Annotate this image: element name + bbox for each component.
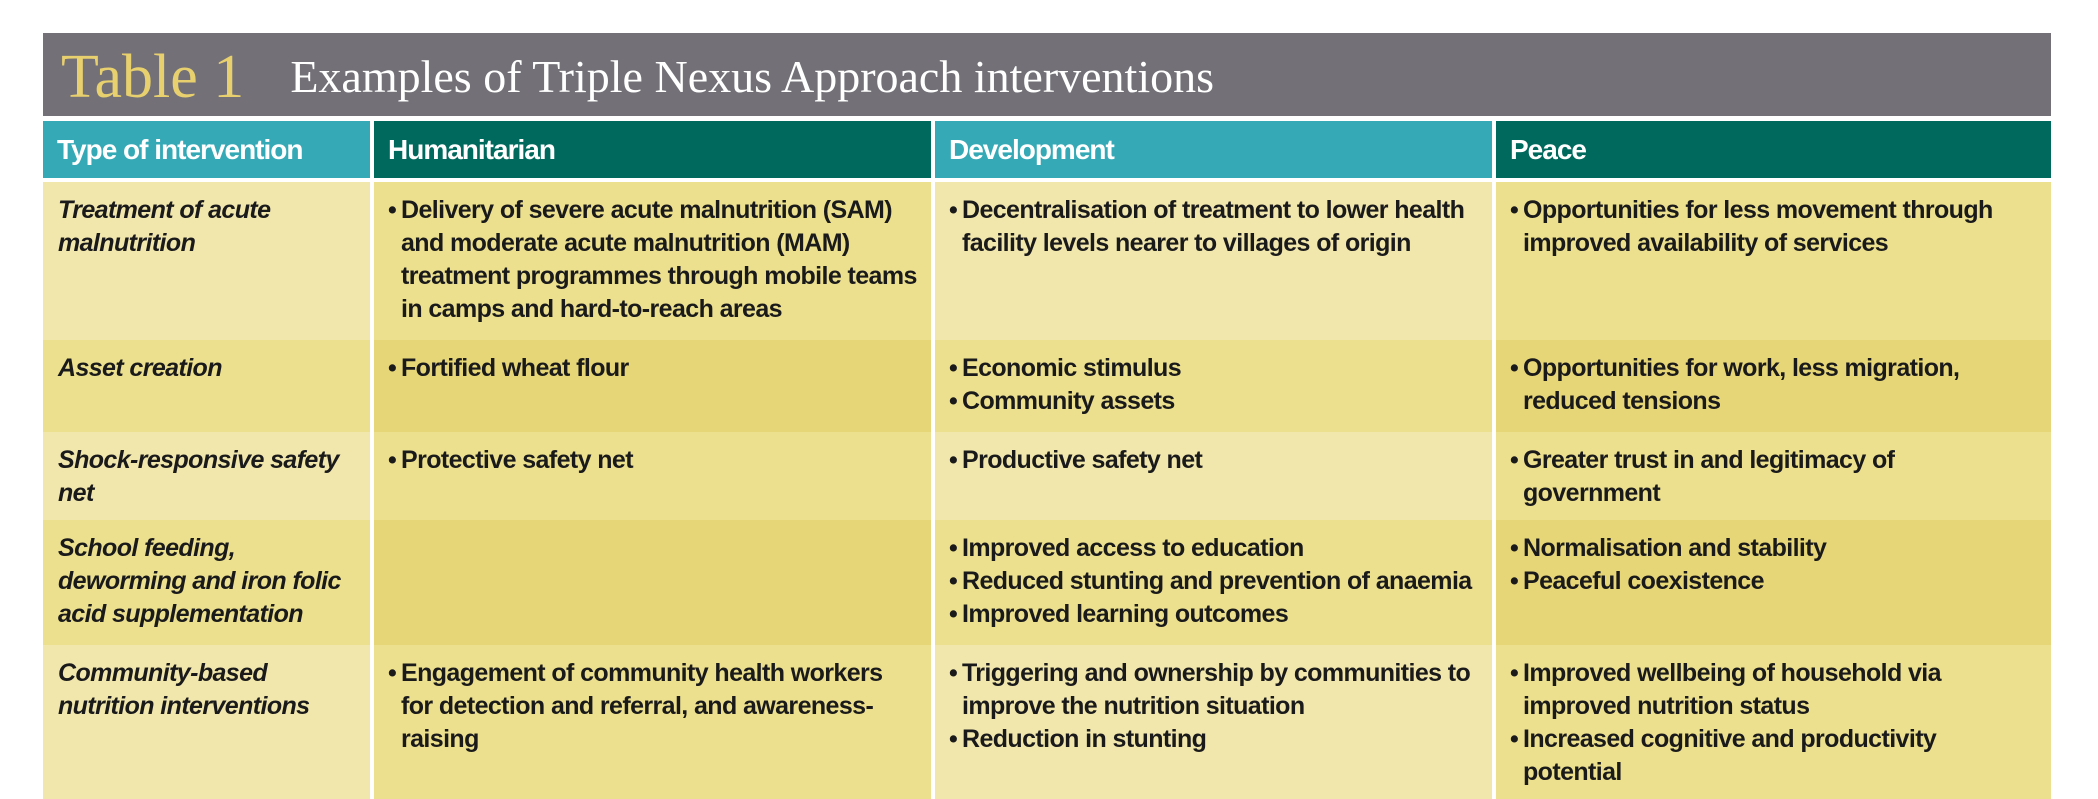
peace-cell — [1494, 180, 2051, 340]
development-cell — [933, 520, 1494, 645]
title-bar — [43, 33, 2051, 116]
development-cell — [933, 180, 1494, 340]
header-peace: Peace — [1494, 121, 2051, 180]
bullet-list — [949, 194, 1478, 260]
interventions-table — [43, 121, 2051, 799]
row-label: School feeding, deworming and iron folic acid supplementation — [43, 520, 372, 645]
bullet-list — [388, 352, 917, 385]
peace-cell — [1494, 432, 2051, 520]
list-item: • Increased cognitive and productivity potential — [1510, 723, 2037, 789]
header-type: Type of intervention — [43, 121, 372, 180]
list-item: • Opportunities for work, less migration, reduced tensions — [1510, 352, 2037, 418]
table-row — [43, 432, 2051, 520]
list-item: • Delivery of severe acute malnutrition (SAM) and moderate acute malnutrition (MAM) treatment programmes through mobile teams in camps and hard-to-reach areas — [388, 194, 917, 326]
bullet-list — [1510, 532, 2037, 598]
development-cell — [933, 340, 1494, 432]
bullet-list — [949, 352, 1478, 418]
row-label: Shock-responsive safety net — [43, 432, 372, 520]
row-label: Community-based nutrition interventions — [43, 645, 372, 799]
header-row — [43, 121, 2051, 180]
list-item: • Normalisation and stability — [1510, 532, 2037, 565]
list-item: • Peaceful coexistence — [1510, 565, 2037, 598]
bullet-list — [1510, 194, 2037, 260]
bullet-list — [949, 532, 1478, 631]
list-item: • Improved learning outcomes — [949, 598, 1478, 631]
list-item: • Engagement of community health workers for detection and referral, and awareness-raising — [388, 657, 917, 756]
list-item: • Triggering and ownership by communities to improve the nutrition situation — [949, 657, 1478, 723]
header-humanitarian: Humanitarian — [372, 121, 933, 180]
peace-cell — [1494, 340, 2051, 432]
table-row — [43, 645, 2051, 799]
list-item: • Reduced stunting and prevention of anaemia — [949, 565, 1478, 598]
development-cell — [933, 645, 1494, 799]
humanitarian-cell — [372, 180, 933, 340]
list-item: • Community assets — [949, 385, 1478, 418]
row-label: Asset creation — [43, 340, 372, 432]
bullet-list — [949, 444, 1478, 477]
humanitarian-cell — [372, 645, 933, 799]
list-item: • Improved wellbeing of household via improved nutrition status — [1510, 657, 2037, 723]
row-label: Treatment of acute malnutrition — [43, 180, 372, 340]
list-item: • Productive safety net — [949, 444, 1478, 477]
table-figure — [43, 33, 2051, 799]
table-title: Examples of Triple Nexus Approach interventions — [290, 50, 1215, 102]
humanitarian-cell — [372, 520, 933, 645]
bullet-list — [388, 657, 917, 756]
header-development: Development — [933, 121, 1494, 180]
list-item: • Economic stimulus — [949, 352, 1478, 385]
humanitarian-cell — [372, 432, 933, 520]
table-row — [43, 180, 2051, 340]
list-item: • Decentralisation of treatment to lower health facility levels nearer to villages of origin — [949, 194, 1478, 260]
table-number: Table 1 — [61, 42, 245, 111]
bullet-list — [949, 657, 1478, 756]
peace-cell — [1494, 645, 2051, 799]
bullet-list — [1510, 444, 2037, 510]
bullet-list — [1510, 352, 2037, 418]
list-item: • Fortified wheat flour — [388, 352, 917, 385]
list-item: • Opportunities for less movement through improved availability of services — [1510, 194, 2037, 260]
list-item: • Protective safety net — [388, 444, 917, 477]
development-cell — [933, 432, 1494, 520]
bullet-list — [388, 194, 917, 326]
humanitarian-cell — [372, 340, 933, 432]
bullet-list — [1510, 657, 2037, 789]
peace-cell — [1494, 520, 2051, 645]
table-row — [43, 520, 2051, 645]
table-row — [43, 340, 2051, 432]
bullet-list — [388, 444, 917, 477]
list-item: • Reduction in stunting — [949, 723, 1478, 756]
list-item: • Greater trust in and legitimacy of government — [1510, 444, 2037, 510]
list-item: • Improved access to education — [949, 532, 1478, 565]
